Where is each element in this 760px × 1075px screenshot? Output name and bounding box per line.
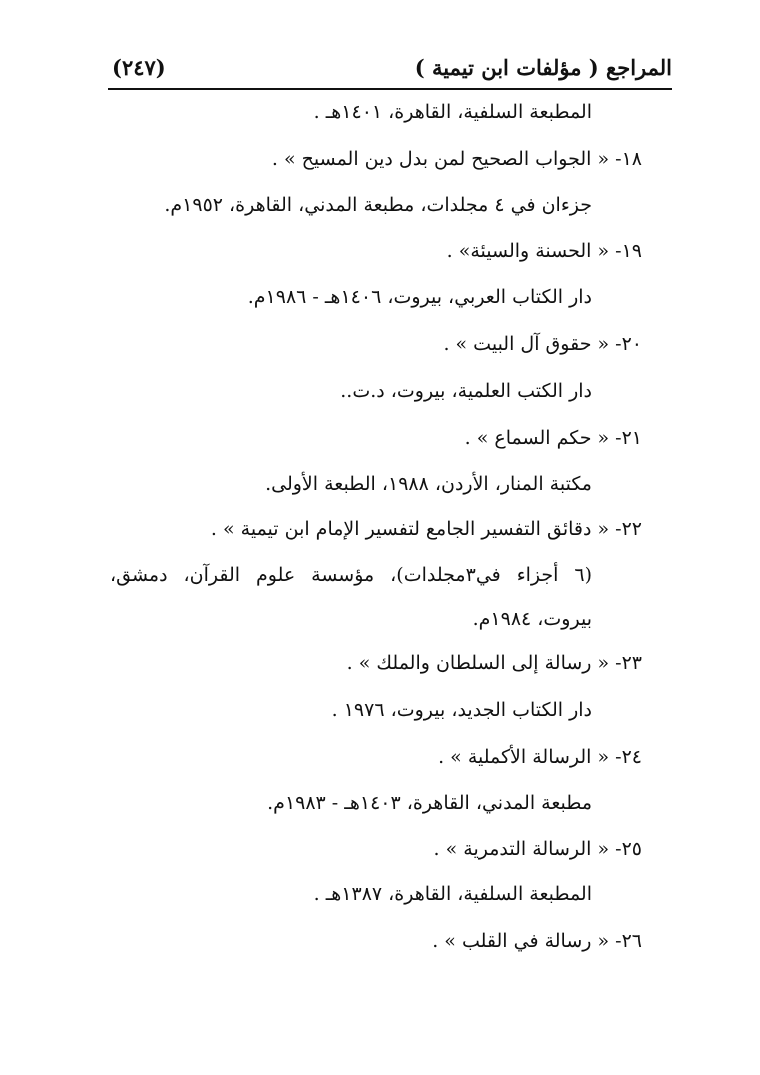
reference-publication-line: مطبعة المدني، القاهرة، ١٤٠٣هـ - ١٩٨٣م. [267,792,592,814]
page-number: (٢٤٧) [112,55,166,80]
reference-entry-20: ٢٠- « حقوق آل البيت » . [443,333,642,355]
reference-publication-line: دار الكتاب الجديد، بيروت، ١٩٧٦ . [331,699,592,721]
reference-publication-line: المطبعة السلفية، القاهرة، ١٣٨٧هـ . [313,883,592,905]
reference-publication-continuation: بيروت، ١٩٨٤م. [472,608,592,630]
reference-entry-25: ٢٥- « الرسالة التدمرية » . [433,838,642,860]
reference-entry-26: ٢٦- « رسالة في القلب » . [432,930,642,952]
reference-entry-21: ٢١- « حكم السماع » . [464,427,642,449]
reference-entry-18: ١٨- « الجواب الصحيح لمن بدل دين المسيح » . [271,148,642,170]
reference-publication-line: مكتبة المنار، الأردن، ١٩٨٨، الطبعة الأولى. [265,473,592,495]
reference-entry-19: ١٩- « الحسنة والسيئة» . [446,240,642,262]
reference-publication-line: جزءان في ٤ مجلدات، مطبعة المدني، القاهرة، ١٩٥٢م. [164,194,592,216]
reference-entry-22: ٢٢- « دقائق التفسير الجامع لتفسير الإمام ابن تيمية » . [210,518,642,540]
header-rule [108,88,672,90]
reference-entry-24: ٢٤- « الرسالة الأكملية » . [438,746,642,768]
reference-publication-line: دار الكتاب العربي، بيروت، ١٤٠٦هـ - ١٩٨٦م. [247,286,592,308]
reference-publication-line: دار الكتب العلمية، بيروت، د.ت.. [340,380,592,402]
reference-entry-23: ٢٣- « رسالة إلى السلطان والملك » . [346,652,642,674]
running-header-title: المراجع ( مؤلفات ابن تيمية ) [414,55,672,80]
reference-publication-line: المطبعة السلفية، القاهرة، ١٤٠١هـ . [313,101,592,123]
reference-publication-line: (٦ أجزاء في٣مجلدات)، مؤسسة علوم القرآن، دمشق، [110,564,593,586]
